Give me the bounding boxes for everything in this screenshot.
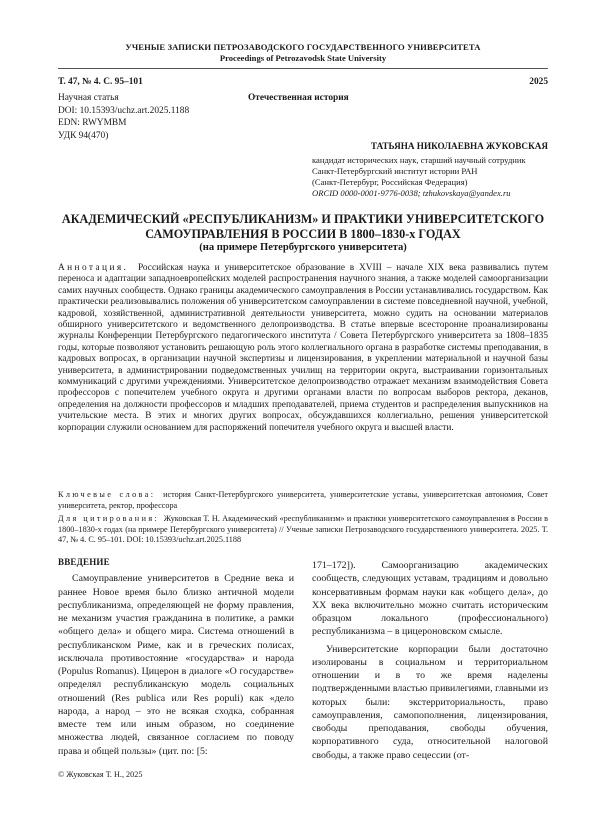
author-institution: Санкт-Петербургский институт истории РАН	[312, 166, 478, 176]
abstract-label: Аннотация.	[58, 263, 129, 273]
keywords	[58, 490, 548, 511]
body-paragraph: Самоуправление университетов в Средние века и раннее Новое время было близко античной модели республиканизма, определяющей не форму правления, не механизм участия гражданина в политике, а рамки «общего дела» и общего мира. Система отношений в республиканском Риме, как и в греческих полисах, исключала противостояние «государства» и народа (Populus Romanus). Цицерон в диалоге «О государстве» определял республиканскую модель социальных отношений (Res publica или Res populi) как «дело народа, а народ – это не всякая сходка, собранная вместе тем или иным образом, но соединение множества людей, связанное согласием по поводу права и общей пользы» (цит. по: [5:	[58, 573, 294, 757]
article-title	[58, 212, 548, 255]
article-subtitle: (на примере Петербургского университета)	[199, 242, 407, 253]
title-line-1: АКАДЕМИЧЕСКИЙ «РЕСПУБЛИКАНИЗМ» И ПРАКТИКИ УНИВЕРСИТЕТСКОГО	[61, 212, 545, 226]
journal-title: УЧЕНЫЕ ЗАПИСКИ ПЕТРОЗАВОДСКОГО ГОСУДАРСТВЕННОГО УНИВЕРСИТЕТА	[125, 42, 481, 52]
body-column-right	[312, 559, 548, 762]
body-column-left	[58, 556, 294, 758]
author-degree: кандидат исторических наук, старший научный сотрудник	[312, 155, 526, 165]
citation-label: Для цитирования:	[58, 514, 160, 523]
edn: EDN: RWYMBM	[58, 118, 127, 129]
citation	[58, 514, 548, 546]
body-paragraph: 171–172]). Самоорганизацию академических сообществ, следующих уставам, традициям и довольно консервативным формам науки как «общего дела», до XX века включительно можно считать историческим образцом локального (профессионального) республиканизма – в цицероновском смысле.	[312, 560, 548, 638]
journal-subtitle: Proceedings of Petrozavodsk State University	[219, 53, 387, 63]
abstract-text: Российская наука и университетское образование в XVIII – начале XIX века развивались путем переноса и адаптации западноевропейских моделей распространения научного знания, а также моделей самоорганизации самих научных сообществ. Однако границы академического самоуправления в России устанавливались государством. Как практически реализовывались положения об университетском самоуправлении в системе повседневной научной, учебной, кадровой, хозяйственной, административной деятельности университета, можно судить на основании материалов обширного университетского и ведомственного делопроизводства. В статье впервые всесторонне проанализированы журналы Конференции Петербургского педагогического института / Совета Петербургского университета за 1808–1835 годы, которые позволяют установить решающую роль этого коллегиального органа в разработке системы преподавания, в кадровых вопросах, в организации научной экспертизы и лицензирования, в укреплении материальной и научной базы университета, в администрировании подведомственных училищ на территории округа, выстраивании горизонтальных коммуникаций с другими учреждениями. Университетское делопроизводство отражает механизм взаимодействия Совета профессоров с попечителем учебного округа и другими органами власти по вопросам выборов ректора, деканов, определения на должности профессоров и младших преподавателей, приема студентов и распределения выпускников на учительские места. В этих и многих других вопросах, обсуждавшихся коллегиально, решения университетской корпорации служили основанием для распоряжений попечителя учебного округа и высшей власти.	[58, 263, 548, 433]
udk: УДК 94(470)	[58, 131, 109, 142]
volume-row	[58, 77, 548, 92]
volume-info: Т. 47, № 4. С. 95–101	[58, 77, 143, 87]
keywords-text: история Санкт-Петербургского университета, университетские уставы, университетская автономия, Совет университета, ректор, профессора	[58, 490, 548, 510]
title-line-2: САМОУПРАВЛЕНИЯ В РОССИИ В 1800–1830-х ГОДАХ	[145, 226, 461, 241]
author-location: (Санкт-Петербург, Российская Федерация)	[312, 177, 468, 187]
article-metadata	[58, 92, 548, 143]
author-name: ТАТЬЯНА НИКОЛАЕВНА ЖУКОВСКАЯ	[370, 141, 548, 151]
article-page	[58, 0, 548, 779]
article-type: Научная статья	[58, 93, 119, 103]
citation-text: Жуковская Т. Н. Академический «республиканизм» и практики университетского самоуправления в России в 1800–1830-х годах (на примере Петербургского университета) // Ученые записки Петрозаводского государственного университета. 2025. Т. 47, № 4. С. 95–101. DOI: 10.15393/uchz.art.2025.1188	[58, 514, 548, 544]
author-contacts: ORCID 0000-0001-9776-0038; tzhukovskaya@yandex.ru	[312, 188, 511, 198]
journal-section: Отечественная история	[248, 93, 349, 103]
publication-year: 2025	[529, 77, 548, 87]
journal-header	[58, 0, 548, 69]
doi: DOI: 10.15393/uchz.art.2025.1188	[58, 105, 190, 116]
copyright-notice: © Жуковская Т. Н., 2025	[58, 770, 143, 779]
header-rule	[58, 68, 548, 69]
section-heading-introduction: ВВЕДЕНИЕ	[58, 557, 110, 567]
body-paragraph: Университетские корпорации были достаточно изолированы в социальном и территориальном отношении и в то же время наделены подтвержденными властью привилегиями, главными из которых были: экстерриториальность, право самоуправления, самопополнения, лицензирования, свободы преподавания, свободы обучения, корпоративного суда, относительной налоговой свободы, а также право сецессии (от-	[312, 643, 548, 761]
keywords-label: Ключевые слова:	[58, 490, 156, 499]
author-block	[312, 141, 548, 199]
abstract	[58, 263, 548, 434]
